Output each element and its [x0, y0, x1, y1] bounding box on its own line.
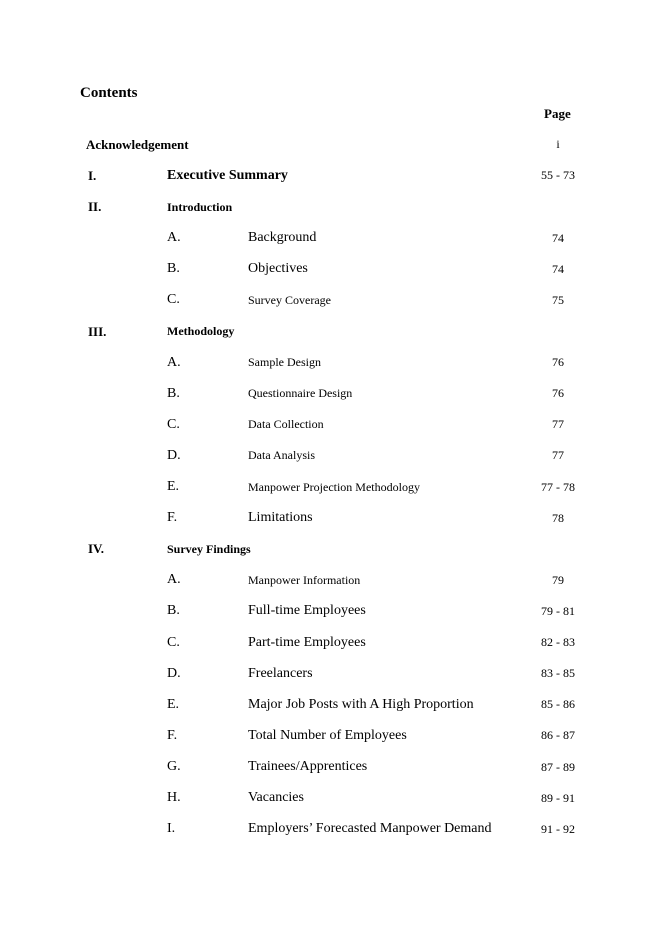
toc-item-title: Survey Coverage [248, 293, 331, 307]
toc-acknowledgement-title: Acknowledgement [86, 137, 189, 152]
toc-section-title: Methodology [167, 324, 235, 338]
toc-section-numeral: II. [88, 199, 102, 214]
toc-item-letter: A. [167, 230, 181, 245]
toc-item-page: 83 - 85 [541, 666, 575, 680]
toc-item-letter: A. [167, 355, 181, 370]
toc-section-numeral: III. [88, 324, 107, 339]
toc-item-page: 78 [552, 511, 564, 525]
toc-item-letter: E. [167, 479, 180, 494]
toc-item-title: Questionnaire Design [248, 386, 353, 400]
toc-item-page: 76 [552, 386, 564, 400]
toc-item-title: Freelancers [248, 666, 313, 681]
toc-item-page: 79 - 81 [541, 604, 575, 618]
toc-item-title: Employers’ Forecasted Manpower Demand [248, 821, 492, 836]
toc-item-title: Limitations [248, 510, 313, 525]
toc-item-letter: I. [167, 821, 176, 836]
toc-item-page: 82 - 83 [541, 635, 575, 649]
toc-item-letter: C. [167, 292, 180, 307]
page-column-header: Page [544, 106, 571, 121]
toc-item-title: Data Analysis [248, 448, 315, 462]
toc-item-letter: D. [167, 666, 181, 681]
toc-item-letter: F. [167, 510, 178, 525]
toc-item-letter: B. [167, 603, 180, 618]
toc-item-page: 77 - 78 [541, 480, 575, 494]
page-title: Contents [80, 85, 138, 101]
toc-item-page: 75 [552, 293, 564, 307]
toc-item-letter: G. [167, 759, 181, 774]
toc-item-page: 76 [552, 355, 564, 369]
toc-item-letter: B. [167, 386, 180, 401]
toc-item-title: Full-time Employees [248, 603, 366, 618]
toc-item-title: Data Collection [248, 417, 324, 431]
toc-section-title: Survey Findings [167, 542, 251, 556]
toc-item-letter: B. [167, 261, 180, 276]
toc-item-page: 89 - 91 [541, 791, 575, 805]
toc-item-letter: E. [167, 697, 180, 712]
toc-item-title: Manpower Projection Methodology [248, 480, 420, 494]
toc-item-title: Major Job Posts with A High Proportion [248, 697, 474, 712]
toc-acknowledgement-page: i [556, 137, 560, 151]
toc-item-page: 74 [552, 231, 564, 245]
toc-item-page: 85 - 86 [541, 697, 575, 711]
toc-item-page: 87 - 89 [541, 760, 575, 774]
toc-item-page: 74 [552, 262, 564, 276]
toc-item-letter: D. [167, 448, 181, 463]
toc-item-letter: C. [167, 635, 180, 650]
toc-item-page: 86 - 87 [541, 728, 575, 742]
toc-item-title: Objectives [248, 261, 308, 276]
toc-section-title: Executive Summary [167, 168, 288, 183]
toc-item-title: Total Number of Employees [248, 728, 407, 743]
toc-item-title: Background [248, 230, 317, 245]
toc-item-letter: A. [167, 572, 181, 587]
toc-item-title: Trainees/Apprentices [248, 759, 368, 774]
toc-item-letter: H. [167, 790, 181, 805]
toc-item-title: Manpower Information [248, 573, 361, 587]
toc-item-page: 77 [552, 448, 564, 462]
toc-section-page: 55 - 73 [541, 168, 575, 182]
toc-item-title: Part-time Employees [248, 635, 366, 650]
toc-item-page: 79 [552, 573, 564, 587]
toc-section-title: Introduction [167, 200, 233, 214]
toc-item-page: 77 [552, 417, 564, 431]
toc-item-title: Sample Design [248, 355, 321, 369]
toc-section-numeral: IV. [88, 541, 105, 556]
toc-item-page: 91 - 92 [541, 822, 575, 836]
toc-item-title: Vacancies [248, 790, 304, 805]
toc-item-letter: C. [167, 417, 180, 432]
toc-item-letter: F. [167, 728, 178, 743]
toc-section-numeral: I. [88, 168, 97, 183]
